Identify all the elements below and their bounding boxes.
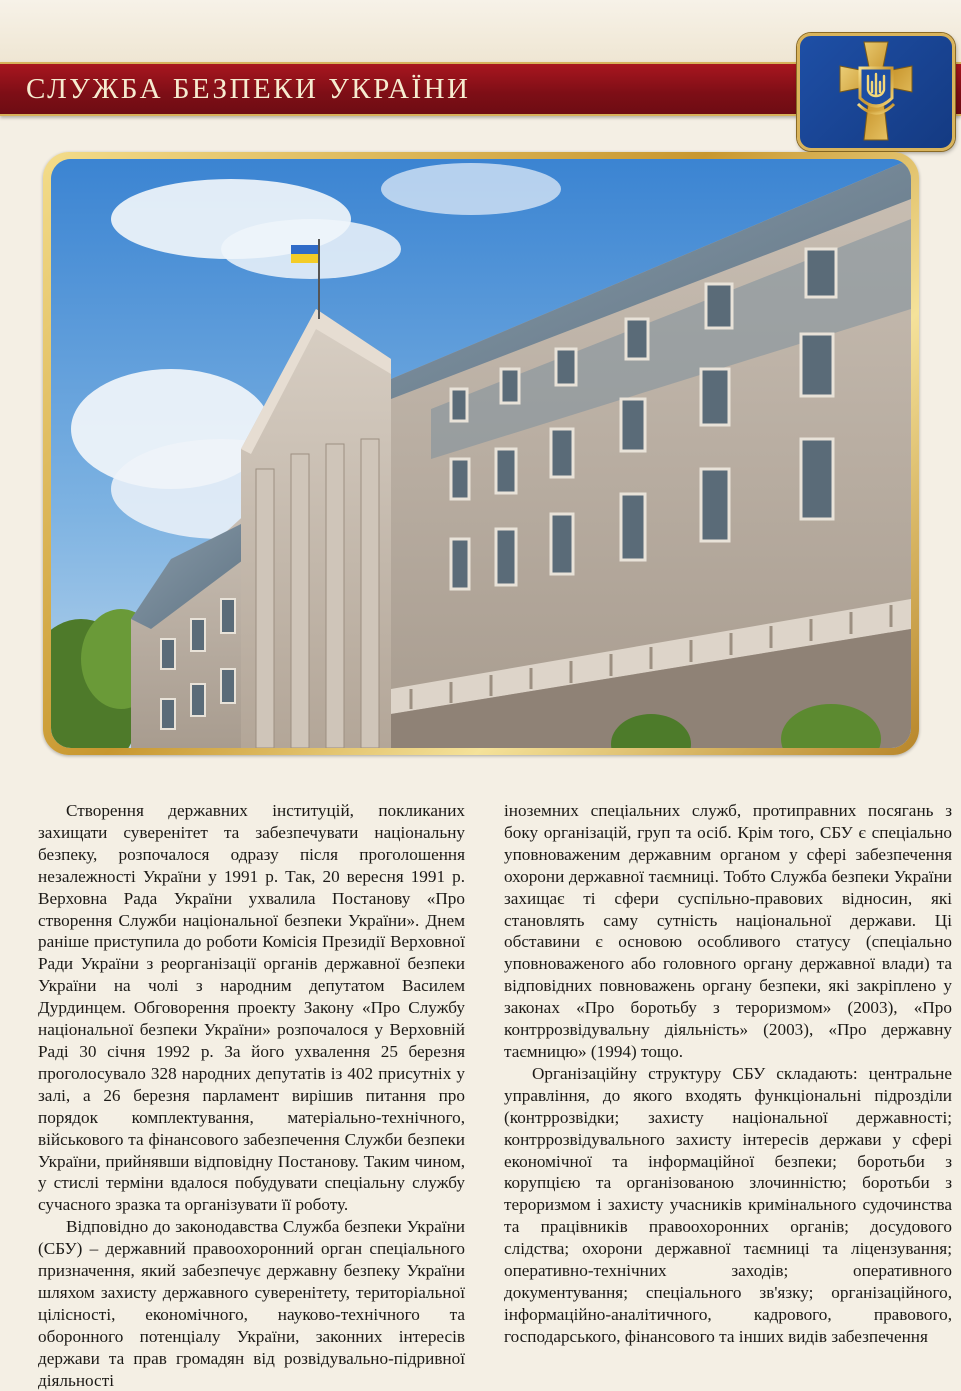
sbu-emblem-icon: [797, 33, 955, 151]
article-paragraph: Відповідно до законодавства Служба безпеки України (СБУ) – державний правоохоронний орган спеціального призначення, який забезпечує державну безпеку України шляхом захисту державного суверенітету, територіальної цілісності, економічного, науково-технічного та оборонного потенціалу України, законних інтересів держави та прав громадян від розвідувально-підривної діяльності: [38, 1217, 465, 1390]
emblem-graphic: [800, 36, 952, 148]
article-column-right: [504, 800, 952, 1348]
article-paragraph: іноземних спеціальних служб, протиправних посягань з боку організацій, груп та осіб. Крім того, СБУ є спеціально уповноваженим державним органом у сфері забезпечення охорони державної таємниці. Тобто Служба безпеки України захищає ті сфери суспільно-правових відносин, які становлять саму сутність національної держави. Ці обставини є основою особливого статусу (спеціально уповноваженого або головного органу державної влади) та відповідних повноважень органу безпеки, які закріплено у законах «Про боротьбу з тероризмом» (2003), «Про контррозвідувальну діяльність» (2003), «Про державну таємницю» (1994) тощо.: [504, 801, 952, 1061]
article-column-left: [38, 800, 465, 1391]
photo-frame: [43, 152, 919, 755]
article-paragraph: Організаційну структуру СБУ складають: центральне управління, до якого входять функціональні підрозділи (контррозвідки; захисту національної державності; контррозвідувального захисту інтересів держави у сфері економічної та інформаційної безпеки; боротьби з корупцією та організованою злочинністю; боротьби з тероризмом і захисту учасників кримінального судочинства та працівників правоохоронних органів; досудового слідства; охорони державної таємниці та ліцензування; оперативно-технічних заходів; оперативного документування; спеціального зв'язку; організаційного, інформаційно-аналітичного, кадрового, правового, господарського, фінансового та інших видів забезпечення: [504, 1063, 952, 1346]
page-title: СЛУЖБА БЕЗПЕКИ УКРАЇНИ: [26, 73, 471, 105]
sbu-headquarters-building-photo: [51, 159, 911, 748]
building-illustration: [51, 159, 911, 748]
article-paragraph: Створення державних інституцій, покликаних захищати суверенітет та забезпечувати національну безпеку, розпочалося одразу після проголошення незалежності України у 1991 р. Так, 20 вересня 1991 р. Верховна Рада України ухвалила Постанову «Про створення Служби національної безпеки України». Днем раніше приступила до роботи Комісія Президії Верховної Ради України з реорганізації органів державної безпеки України на чолі з народним депутатом Василем Дурдинцем. Обговорення проекту Закону «Про Службу національної безпеки України» розпочалося у Верховній Раді 30 січня 1992 р. За його ухвалення 25 березня проголосувало 328 народних депутатів із 402 присутніх у залі, а 26 березня парламент вирішив питання про порядок комплектування, матеріально-технічного, військового та фінансового забезпечення Служби безпеки України, прийнявши відповідну Постанову. Таким чином, у стислі терміни вдалося побудувати спеціальну службу сучасного зразка та організувати її роботу.: [38, 801, 465, 1215]
